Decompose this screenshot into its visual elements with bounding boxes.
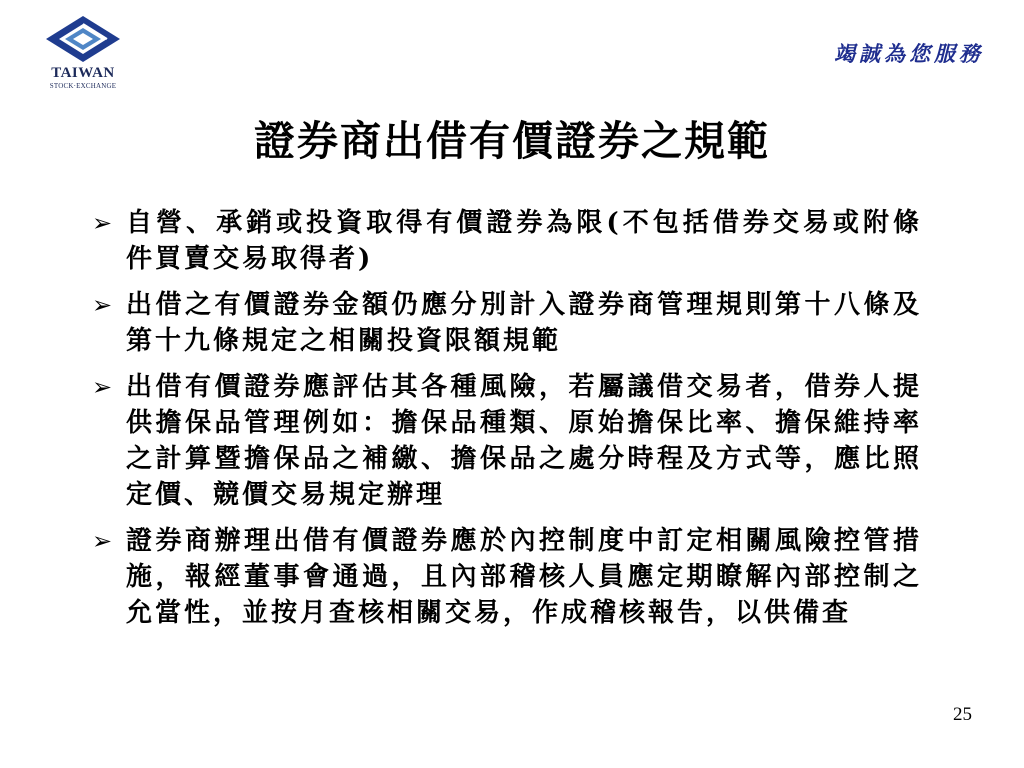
bullet-item <box>92 369 922 513</box>
bullet-text: 出借之有價證券金額仍應分別計入證券商管理規則第十八條及第十九條規定之相關投資限額規範 <box>126 290 922 356</box>
bullet-text: 證券商辦理出借有價證券應於內控制度中訂定相關風險控管措施，報經董事會通過，且內部稽核人員應定期瞭解內部控制之允當性，並按月查核相關交易，作成稽核報告，以供備查 <box>126 526 922 628</box>
bullet-item <box>92 287 922 359</box>
slide-title: 證券商出借有價證券之規範 <box>254 117 770 165</box>
logo-name: TAIWAN <box>51 65 115 81</box>
bullet-text: 出借有價證券應評估其各種風險，若屬議借交易者，借券人提供擔保品管理例如：擔保品種類、原始擔保比率、擔保維持率之計算暨擔保品之補繳、擔保品之處分時程及方式等，應比照定價、競價交易規定辦理 <box>126 372 922 510</box>
bullet-list <box>92 205 922 641</box>
diamond-logo-icon <box>40 14 126 64</box>
bullet-item <box>92 523 922 631</box>
taiwan-stock-exchange-logo <box>40 14 130 92</box>
bullet-text: 自營、承銷或投資取得有價證券為限(不包括借券交易或附條件買賣交易取得者) <box>126 208 922 274</box>
arrow-bullet-icon: ➢ <box>92 291 113 319</box>
arrow-bullet-icon: ➢ <box>92 527 113 555</box>
logo-subtitle: STOCK·EXCHANGE <box>49 82 117 90</box>
arrow-bullet-icon: ➢ <box>92 373 113 401</box>
arrow-bullet-icon: ➢ <box>92 209 113 237</box>
bullet-item <box>92 205 922 277</box>
page-number: 25 <box>953 704 972 725</box>
slogan: 竭誠為您服務 <box>834 41 984 66</box>
